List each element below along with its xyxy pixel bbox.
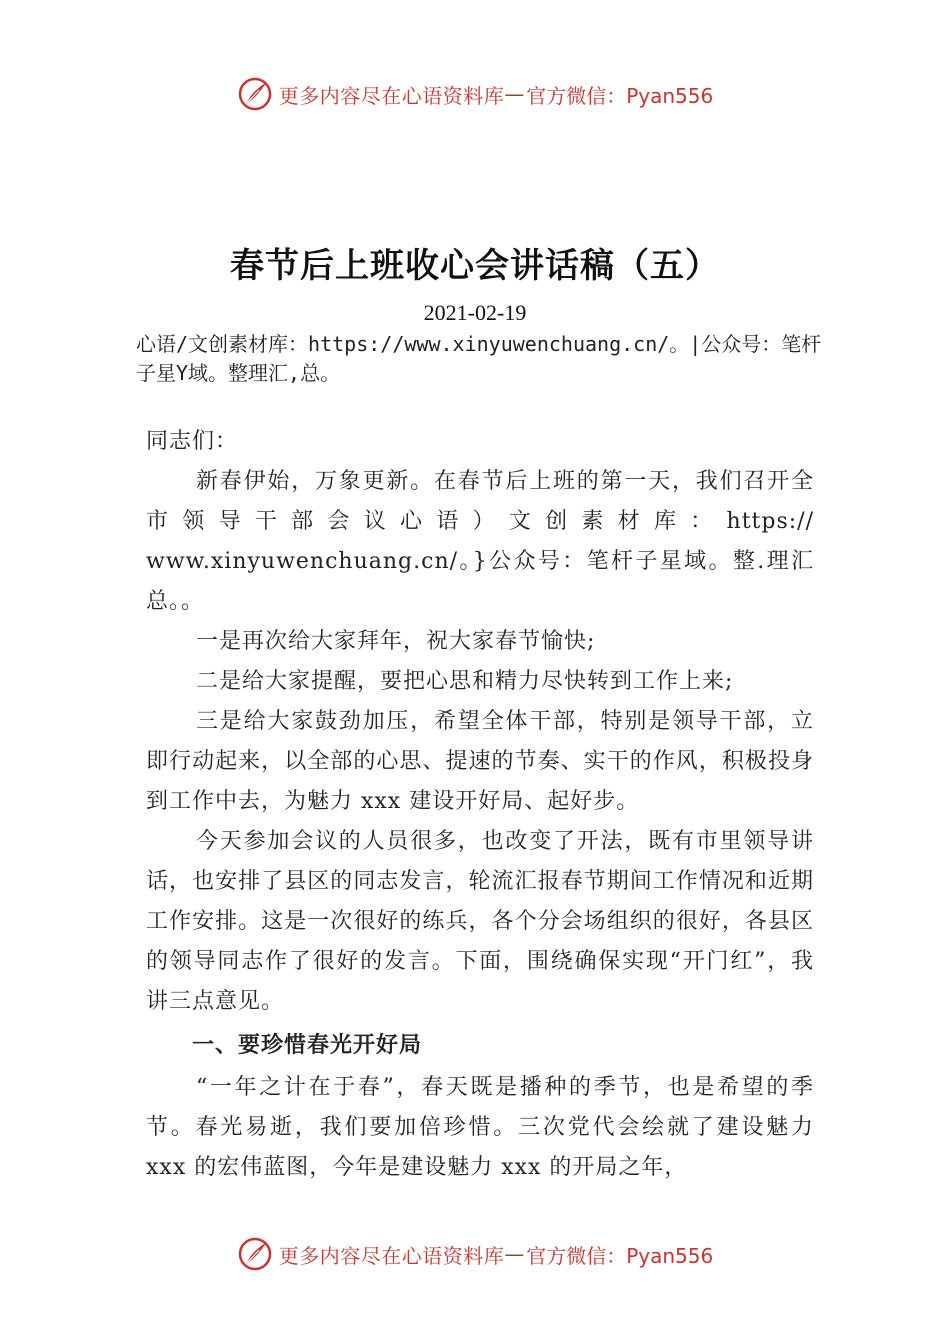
banner-wechat: 官方微信：Pyan556 [526, 1243, 714, 1268]
paragraph: 今天参加会议的人员很多，也改变了开法，既有市里领导讲话，也安排了县区的同志发言，轮流汇报春节期间工作情况和近期工作安排。这是一次很好的练兵，各个分会场组织的很好，各县区的领导同志作了很好的发言。下面，围绕确保实现“开门红”，我讲三点意见。 [146, 829, 814, 1014]
paragraph: 三是给大家鼓劲加压，希望全体干部，特别是领导干部，立即行动起来，以全部的心思、提速的节奏、实干的作风，积极投身到工作中去，为魅力 xxx 建设开好局、起好步。 [146, 709, 814, 814]
section-heading: 一、要珍惜春光开好局 [192, 1033, 423, 1058]
document-title: 春节后上班收心会讲话稿（五） [230, 246, 720, 286]
banner-text: 更多内容尽在心语资料库 [278, 83, 505, 108]
header-banner [0, 72, 950, 116]
salutation: 同志们： [146, 429, 239, 454]
banner-wechat: 官方微信：Pyan556 [526, 83, 714, 108]
feather-logo-icon [237, 1236, 273, 1272]
source-line: 心语/文创素材库：https://www.xinyuwenchuang.cn/。|公众号：笔杆子星Y域。整理汇,总。 [136, 332, 822, 385]
paragraph: 新春伊始，万象更新。在春节后上班的第一天，我们召开全市领导干部会议心语）文创素材库：https:// www.xinyuwenchuang.cn/。}公众号：笔杆子星域。整.理汇总。。 [146, 469, 814, 614]
paragraph: 二是给大家提醒，要把心思和精力尽快转到工作上来; [196, 669, 734, 694]
paragraph: “一年之计在于春”，春天既是播种的季节，也是希望的季节。春光易逝，我们要加倍珍惜。三次党代会绘就了建设魅力 xxx 的宏伟蓝图，今年是建设魅力 xxx 的开局之年， [146, 1075, 814, 1180]
footer-banner [0, 1232, 950, 1276]
document-body [146, 422, 814, 1188]
banner-separator: — [504, 1242, 525, 1266]
paragraph: 一是再次给大家拜年，祝大家春节愉快; [196, 629, 596, 654]
document-date: 2021-02-19 [423, 300, 527, 325]
feather-logo-icon [237, 76, 273, 112]
banner-separator: — [504, 82, 525, 106]
banner-text: 更多内容尽在心语资料库 [278, 1243, 505, 1268]
